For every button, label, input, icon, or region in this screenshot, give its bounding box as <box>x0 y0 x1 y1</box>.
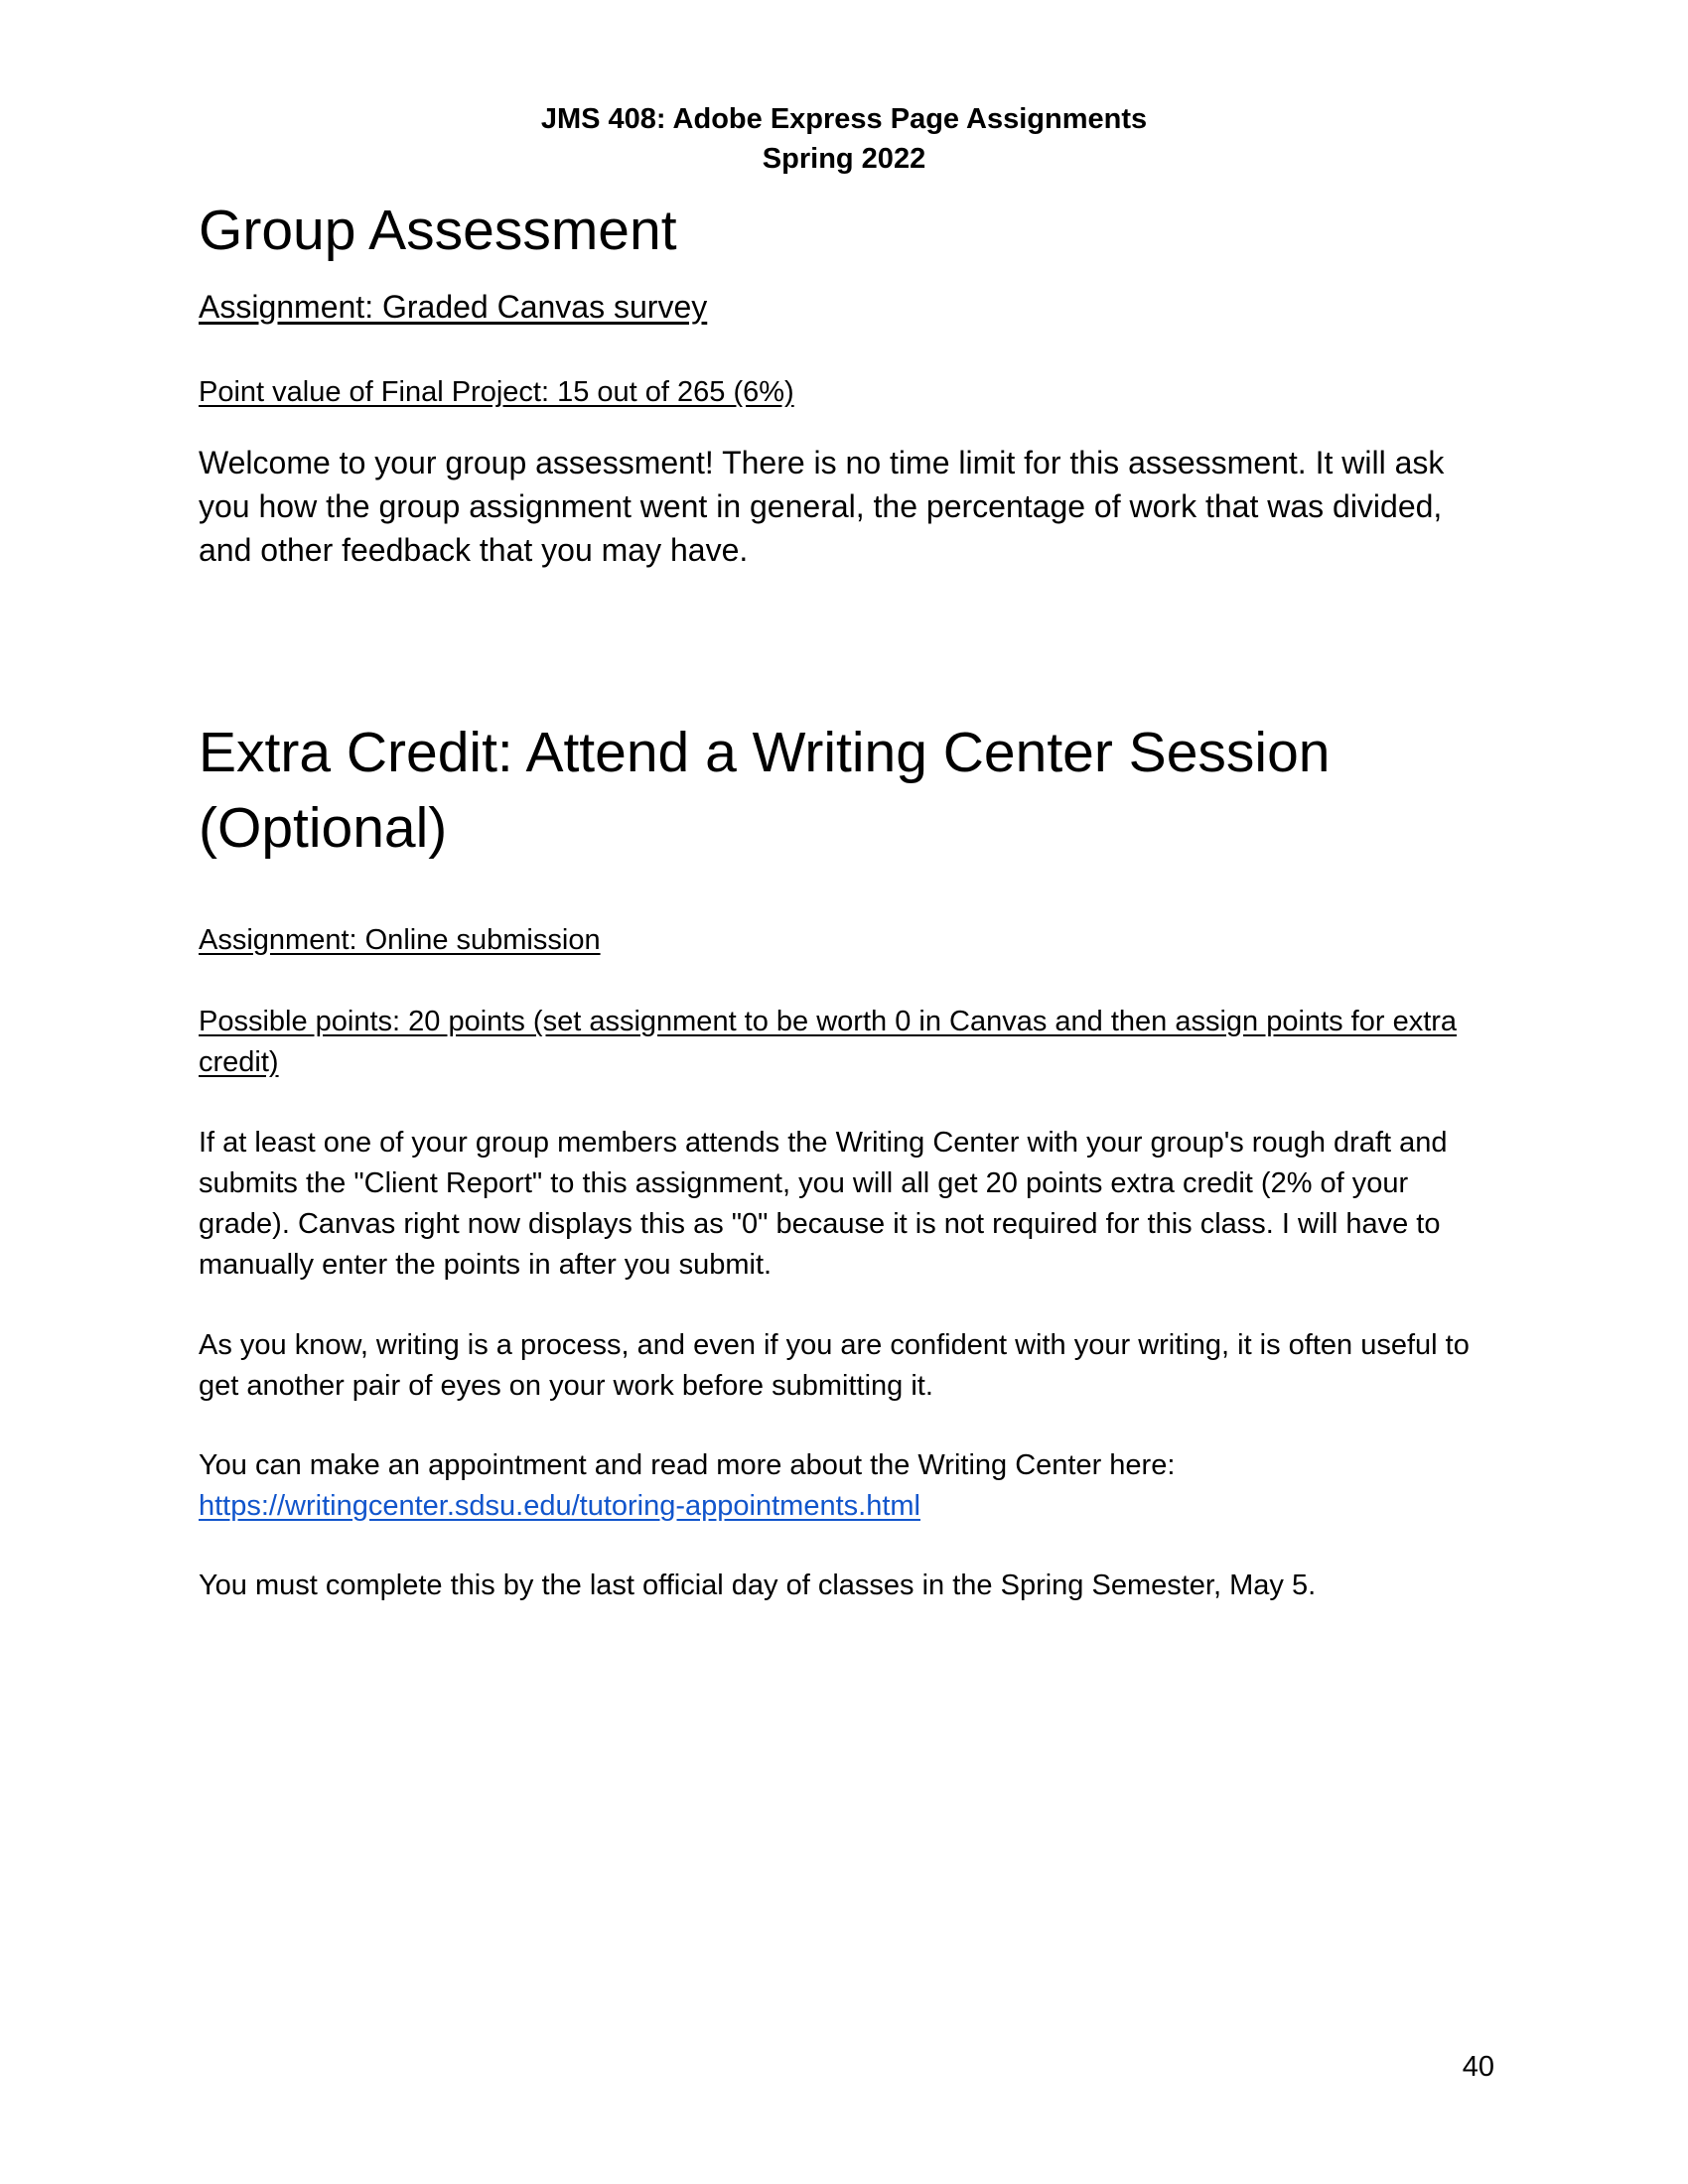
page-number: 40 <box>1462 2051 1494 2083</box>
group-assessment-heading: Group Assessment <box>199 199 677 262</box>
group-assessment-assignment-type: Assignment: Graded Canvas survey <box>199 289 708 325</box>
group-assessment-point-value: Point value of Final Project: 15 out of 265 (6%) <box>199 376 794 408</box>
extra-credit-paragraph-deadline: You must complete this by the last official day of classes in the Spring Semester, May 5. <box>199 1570 1317 1601</box>
document-header-title: JMS 408: Adobe Express Page Assignments <box>540 103 1148 135</box>
extra-credit-paragraph-process: As you know, writing is a process, and even if you are confident with your writing, it is often useful to get another pair of eyes on your work before submitting it. <box>199 1329 1470 1402</box>
extra-credit-paragraph-requirements: If at least one of your group members attends the Writing Center with your group's rough draft and submits the "Client Report" to this assignment, you will all get 20 points extra credit (2% of your grade). Canvas right now displays this as "0" because it is not required for this class. I will have to manually enter the points in after you submit. <box>199 1127 1448 1281</box>
extra-credit-possible-points: Possible points: 20 points (set assignment to be worth 0 in Canvas and then assign points for extra credit) <box>199 1006 1458 1078</box>
group-assessment-description: Welcome to your group assessment! There is no time limit for this assessment. It will ask you how the group assignment went in general, the percentage of work that was divided, and other feedback that you may have. <box>199 445 1445 568</box>
document-header-term: Spring 2022 <box>762 143 926 175</box>
extra-credit-assignment-type: Assignment: Online submission <box>199 924 601 956</box>
appointment-text: You can make an appointment and read more about the Writing Center here: <box>199 1449 1176 1481</box>
writing-center-link[interactable]: https://writingcenter.sdsu.edu/tutoring-appointments.html <box>199 1490 920 1522</box>
extra-credit-heading: Extra Credit: Attend a Writing Center Session (Optional) <box>199 721 1331 860</box>
extra-credit-paragraph-appointment <box>199 1445 1489 1527</box>
